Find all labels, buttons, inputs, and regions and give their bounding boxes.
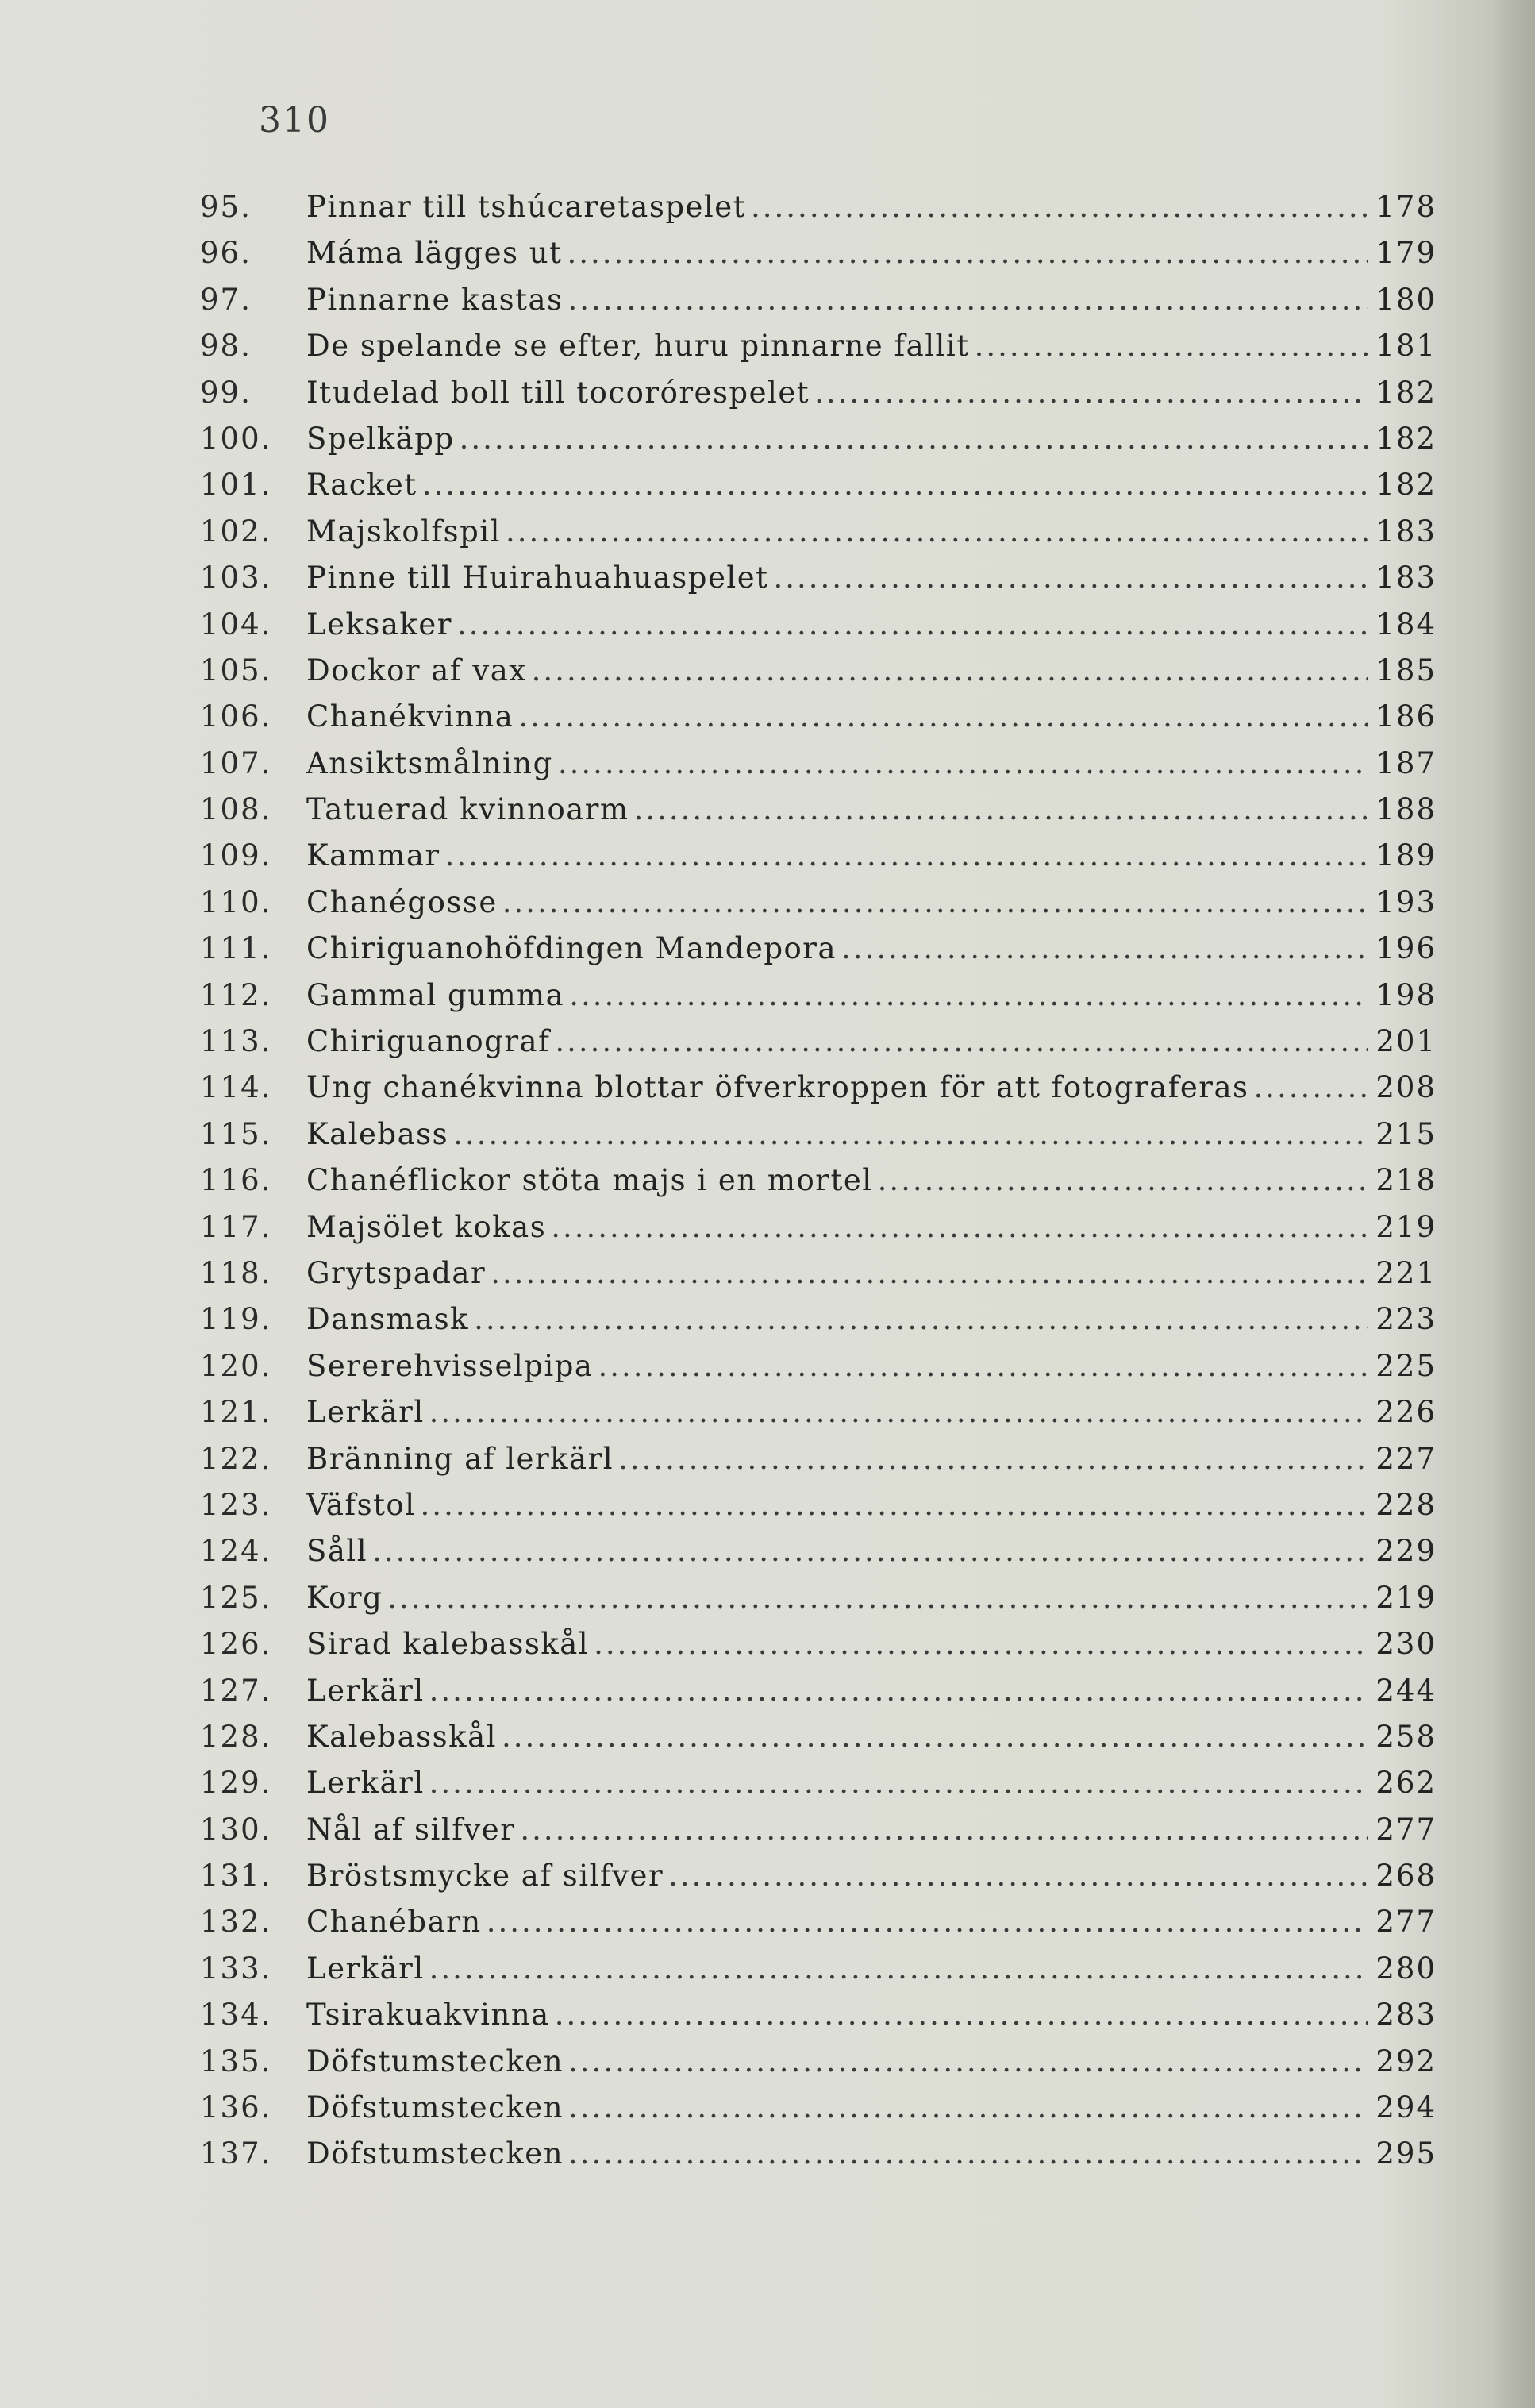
toc-entry (0, 1389, 1535, 1435)
entry-number: 105. (200, 653, 272, 688)
entry-page-number: 186 (1375, 699, 1437, 734)
entry-number: 108. (200, 792, 272, 827)
entry-page-number: 221 (1375, 1255, 1437, 1290)
toc-entry (0, 1019, 1535, 1065)
dot-leader (568, 2131, 1368, 2177)
entry-page-number: 215 (1375, 1116, 1437, 1151)
entry-number: 134. (200, 1998, 272, 2032)
entry-page-number: 179 (1375, 236, 1437, 271)
entry-page-number: 280 (1375, 1951, 1437, 1986)
toc-entry (0, 926, 1535, 972)
dot-leader (429, 1668, 1368, 1714)
entry-page-number: 183 (1375, 561, 1437, 595)
toc-entry (0, 1482, 1535, 1528)
dot-leader (445, 833, 1368, 879)
entry-line (306, 1019, 1437, 1065)
dot-leader (551, 1204, 1368, 1250)
entry-page-number: 229 (1375, 1534, 1437, 1569)
entry-number: 116. (200, 1163, 272, 1198)
toc-entry (0, 1528, 1535, 1574)
toc-entry (0, 833, 1535, 879)
toc-entry (0, 184, 1535, 230)
toc-entry (0, 973, 1535, 1019)
toc-entry (0, 323, 1535, 369)
entry-line (306, 1528, 1437, 1574)
dot-leader (429, 1946, 1368, 1992)
entry-line (306, 1296, 1437, 1343)
entry-title: Tatuerad kvinnoarm (306, 792, 629, 827)
entry-number: 129. (200, 1766, 272, 1801)
entry-line (306, 1760, 1437, 1806)
entry-line (306, 1992, 1437, 2038)
entry-line (306, 880, 1437, 926)
entry-title: Majskolfspil (306, 514, 501, 549)
entry-title: De spelande se efter, huru pinnarne fallit (306, 329, 970, 364)
entry-number: 114. (200, 1070, 272, 1105)
dot-leader (751, 184, 1368, 230)
toc-entry (0, 1760, 1535, 1806)
entry-line (306, 1250, 1437, 1296)
entry-line (306, 1668, 1437, 1714)
entry-number: 120. (200, 1348, 272, 1383)
toc-entry (0, 1668, 1535, 1714)
entry-line (306, 1204, 1437, 1250)
entry-number: 115. (200, 1116, 272, 1151)
entry-line (306, 694, 1437, 740)
entry-number: 102. (200, 514, 272, 549)
entry-number: 107. (200, 746, 272, 780)
entry-line (306, 1714, 1437, 1760)
entry-title: Bröstsmycke af silfver (306, 1859, 664, 1894)
entry-page-number: 182 (1375, 375, 1437, 410)
entry-number: 101. (200, 468, 272, 503)
entry-line (306, 1853, 1437, 1899)
dot-leader (558, 741, 1368, 787)
entry-line (306, 648, 1437, 694)
dot-leader (474, 1296, 1368, 1343)
dot-leader (429, 1760, 1368, 1806)
entry-page-number: 188 (1375, 792, 1437, 827)
dot-leader (491, 1250, 1368, 1296)
entry-number: 117. (200, 1209, 272, 1244)
entry-title: Döfstumstecken (306, 2136, 564, 2171)
entry-number: 132. (200, 1905, 272, 1940)
entry-line (306, 1621, 1437, 1667)
entry-number: 135. (200, 2044, 272, 2079)
entry-title: Bränning af lerkärl (306, 1441, 614, 1476)
dot-leader (460, 416, 1368, 462)
dot-leader (634, 787, 1368, 833)
entry-line (306, 462, 1437, 508)
entry-page-number: 187 (1375, 746, 1437, 780)
dot-leader (372, 1528, 1368, 1574)
entry-title: Lerkärl (306, 1951, 425, 1986)
entry-title: Máma lägges ut (306, 236, 563, 271)
entry-line (306, 833, 1437, 879)
entry-line (306, 1112, 1437, 1158)
entry-page-number: 283 (1375, 1998, 1437, 2032)
toc-entry (0, 416, 1535, 462)
entry-number: 96. (200, 236, 252, 271)
entry-number: 97. (200, 282, 252, 317)
dot-leader (1254, 1065, 1368, 1111)
entry-page-number: 198 (1375, 977, 1437, 1012)
toc-entry (0, 602, 1535, 648)
entry-line (306, 926, 1437, 972)
entry-title: Kammar (306, 838, 440, 873)
dot-leader (569, 973, 1368, 1019)
dot-leader (814, 370, 1368, 416)
entry-page-number: 244 (1375, 1673, 1437, 1708)
entry-page-number: 294 (1375, 2090, 1437, 2125)
dot-leader (975, 323, 1368, 369)
entry-title: Kalebasskål (306, 1719, 497, 1754)
entry-title: Itudelad boll till tocorórespelet (306, 375, 810, 410)
entry-line (306, 973, 1437, 1019)
toc-entry (0, 741, 1535, 787)
entry-line (306, 230, 1437, 276)
entry-number: 113. (200, 1024, 272, 1059)
entry-title: Lerkärl (306, 1766, 425, 1801)
entry-line (306, 2131, 1437, 2177)
dot-leader (518, 694, 1368, 740)
entry-number: 111. (200, 931, 272, 966)
toc-entry (0, 1992, 1535, 2038)
entry-number: 125. (200, 1580, 272, 1615)
entry-title: Dansmask (306, 1302, 470, 1337)
entry-number: 137. (200, 2136, 272, 2171)
entry-page-number: 180 (1375, 282, 1437, 317)
dot-leader (421, 1482, 1368, 1528)
toc-entry (0, 370, 1535, 416)
entry-number: 99. (200, 375, 252, 410)
entry-number: 98. (200, 329, 252, 364)
entry-page-number: 183 (1375, 514, 1437, 549)
entry-line (306, 555, 1437, 601)
entry-number: 109. (200, 838, 272, 873)
toc-entry (0, 2085, 1535, 2131)
entry-page-number: 295 (1375, 2136, 1437, 2171)
entry-line (306, 1065, 1437, 1111)
entry-number: 130. (200, 1812, 272, 1847)
entry-page-number: 228 (1375, 1487, 1437, 1522)
entry-title: Gammal gumma (306, 977, 565, 1012)
entry-title: Racket (306, 468, 417, 503)
entry-line (306, 1946, 1437, 1992)
dot-leader (878, 1158, 1368, 1204)
entry-page-number: 182 (1375, 421, 1437, 456)
entry-number: 123. (200, 1487, 272, 1522)
entry-number: 127. (200, 1673, 272, 1708)
toc-entry (0, 1204, 1535, 1250)
toc-entry (0, 787, 1535, 833)
entry-title: Sererehvisselpipa (306, 1348, 594, 1383)
entry-line (306, 2039, 1437, 2085)
entry-title: Väfstol (306, 1487, 416, 1522)
entry-page-number: 258 (1375, 1719, 1437, 1754)
entry-page-number: 223 (1375, 1302, 1437, 1337)
entry-number: 118. (200, 1255, 272, 1290)
dot-leader (568, 2085, 1368, 2131)
toc-entry (0, 880, 1535, 926)
entry-number: 131. (200, 1859, 272, 1894)
entry-number: 112. (200, 977, 272, 1012)
entry-line (306, 1343, 1437, 1389)
entry-title: Sirad kalebasskål (306, 1627, 590, 1662)
toc-entry (0, 2131, 1535, 2177)
entry-title: Nål af silfver (306, 1812, 516, 1847)
dot-leader (567, 230, 1368, 276)
toc-entry (0, 1436, 1535, 1482)
toc-entry (0, 1296, 1535, 1343)
entry-line (306, 1899, 1437, 1945)
entry-line (306, 787, 1437, 833)
entry-page-number: 277 (1375, 1905, 1437, 1940)
entry-page-number: 196 (1375, 931, 1437, 966)
dot-leader (502, 1714, 1368, 1760)
entry-title: Korg (306, 1580, 383, 1615)
toc-entry (0, 1065, 1535, 1111)
entry-title: Tsirakuakvinna (306, 1998, 550, 2032)
toc-entry (0, 648, 1535, 694)
toc-entry (0, 1946, 1535, 1992)
dot-leader (506, 509, 1368, 555)
entry-title: Ung chanékvinna blottar öfverkroppen för att fotograferas (306, 1070, 1249, 1105)
entry-title: Chiriguanograf (306, 1024, 551, 1059)
entry-page-number: 182 (1375, 468, 1437, 503)
entry-title: Chiriguanohöfdingen Mandepora (306, 931, 837, 966)
entry-line (306, 323, 1437, 369)
entry-number: 110. (200, 884, 272, 919)
entry-page-number: 292 (1375, 2044, 1437, 2079)
entry-line (306, 370, 1437, 416)
entry-page-number: 277 (1375, 1812, 1437, 1847)
entry-number: 136. (200, 2090, 272, 2125)
entry-title: Chanékvinna (306, 699, 514, 734)
entry-page-number: 181 (1375, 329, 1437, 364)
entry-line (306, 1436, 1437, 1482)
toc-entry (0, 1853, 1535, 1899)
entry-title: Leksaker (306, 607, 452, 641)
entry-page-number: 225 (1375, 1348, 1437, 1383)
entry-number: 122. (200, 1441, 272, 1476)
entry-page-number: 185 (1375, 653, 1437, 688)
entry-title: Pinne till Huirahuahuaspelet (306, 561, 769, 595)
entry-page-number: 218 (1375, 1163, 1437, 1198)
entry-title: Döfstumstecken (306, 2044, 564, 2079)
entry-number: 103. (200, 561, 272, 595)
list-of-illustrations (0, 184, 1535, 2178)
toc-entry (0, 1899, 1535, 1945)
entry-title: Lerkärl (306, 1395, 425, 1430)
dot-leader (487, 1899, 1368, 1945)
dot-leader (502, 880, 1368, 926)
dot-leader (429, 1389, 1368, 1435)
entry-number: 95. (200, 190, 252, 224)
dot-leader (598, 1343, 1368, 1389)
toc-entry (0, 1343, 1535, 1389)
entry-page-number: 208 (1375, 1070, 1437, 1105)
dot-leader (594, 1621, 1368, 1667)
entry-title: Grytspadar (306, 1255, 487, 1290)
entry-page-number: 189 (1375, 838, 1437, 873)
entry-title: Såll (306, 1534, 368, 1569)
dot-leader (668, 1853, 1368, 1899)
entry-number: 119. (200, 1302, 272, 1337)
toc-entry (0, 1575, 1535, 1621)
entry-page-number: 268 (1375, 1859, 1437, 1894)
entry-title: Lerkärl (306, 1673, 425, 1708)
toc-entry (0, 1158, 1535, 1204)
entry-line (306, 602, 1437, 648)
entry-number: 128. (200, 1719, 272, 1754)
dot-leader (555, 1019, 1368, 1065)
entry-line (306, 1807, 1437, 1853)
dot-leader (773, 555, 1368, 601)
toc-entry (0, 1714, 1535, 1760)
toc-entry (0, 1621, 1535, 1667)
entry-page-number: 219 (1375, 1209, 1437, 1244)
entry-title: Chanéflickor stöta majs i en mortel (306, 1163, 873, 1198)
entry-line (306, 509, 1437, 555)
entry-line (306, 1575, 1437, 1621)
entry-page-number: 178 (1375, 190, 1437, 224)
entry-title: Kalebass (306, 1116, 449, 1151)
dot-leader (387, 1575, 1368, 1621)
entry-page-number: 201 (1375, 1024, 1437, 1059)
toc-entry (0, 230, 1535, 276)
entry-number: 133. (200, 1951, 272, 1986)
toc-entry (0, 555, 1535, 601)
entry-page-number: 184 (1375, 607, 1437, 641)
entry-number: 106. (200, 699, 272, 734)
entry-line (306, 1389, 1437, 1435)
dot-leader (532, 648, 1368, 694)
entry-title: Spelkäpp (306, 421, 455, 456)
entry-page-number: 219 (1375, 1580, 1437, 1615)
toc-entry (0, 1112, 1535, 1158)
page-number: 310 (259, 100, 330, 141)
entry-page-number: 193 (1375, 884, 1437, 919)
entry-title: Chanégosse (306, 884, 498, 919)
toc-entry (0, 462, 1535, 508)
entry-number: 124. (200, 1534, 272, 1569)
entry-title: Ansiktsmålning (306, 746, 553, 780)
entry-number: 121. (200, 1395, 272, 1430)
dot-leader (555, 1992, 1368, 2038)
entry-number: 126. (200, 1627, 272, 1662)
entry-line (306, 2085, 1437, 2131)
dot-leader (618, 1436, 1368, 1482)
dot-leader (568, 277, 1368, 323)
dot-leader (453, 1112, 1368, 1158)
toc-entry (0, 509, 1535, 555)
toc-entry (0, 1807, 1535, 1853)
toc-entry (0, 2039, 1535, 2085)
toc-entry (0, 694, 1535, 740)
dot-leader (568, 2039, 1368, 2085)
entry-line (306, 184, 1437, 230)
dot-leader (841, 926, 1368, 972)
entry-line (306, 277, 1437, 323)
entry-title: Döfstumstecken (306, 2090, 564, 2125)
entry-title: Dockor af vax (306, 653, 527, 688)
entry-number: 104. (200, 607, 272, 641)
entry-page-number: 227 (1375, 1441, 1437, 1476)
entry-number: 100. (200, 421, 272, 456)
entry-line (306, 741, 1437, 787)
entry-title: Pinnar till tshúcaretaspelet (306, 190, 747, 224)
entry-page-number: 226 (1375, 1395, 1437, 1430)
entry-line (306, 416, 1437, 462)
entry-line (306, 1158, 1437, 1204)
dot-leader (422, 462, 1368, 508)
dot-leader (457, 602, 1368, 648)
dot-leader (520, 1807, 1368, 1853)
entry-title: Majsölet kokas (306, 1209, 547, 1244)
toc-entry (0, 1250, 1535, 1296)
toc-entry (0, 277, 1535, 323)
entry-title: Chanébarn (306, 1905, 482, 1940)
entry-page-number: 230 (1375, 1627, 1437, 1662)
entry-page-number: 262 (1375, 1766, 1437, 1801)
entry-title: Pinnarne kastas (306, 282, 564, 317)
entry-line (306, 1482, 1437, 1528)
